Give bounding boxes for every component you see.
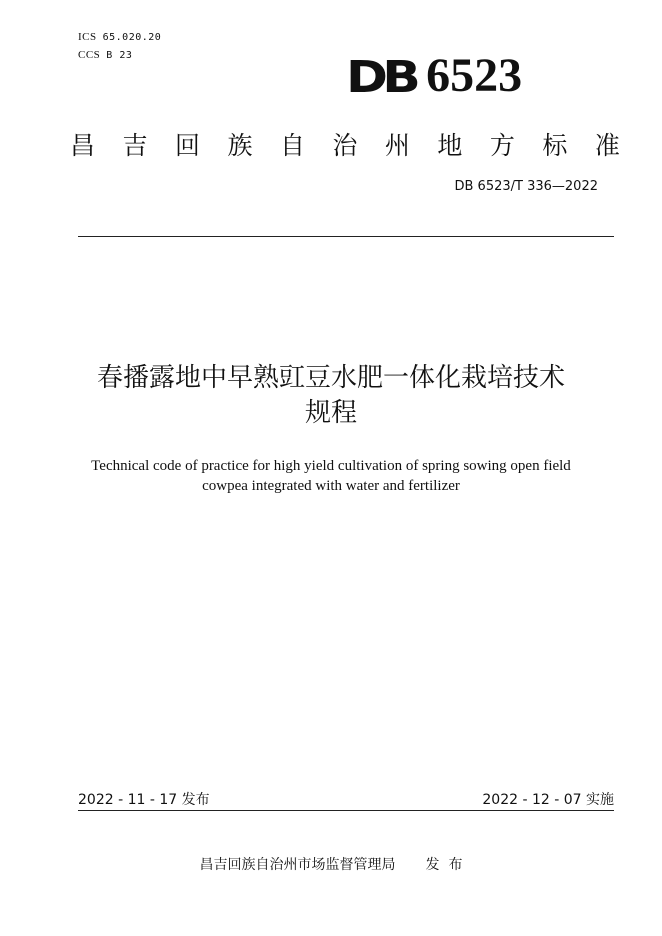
ccs-label: CCS bbox=[78, 49, 101, 61]
standard-type-char: 吉 bbox=[122, 131, 148, 160]
title-english-line1: Technical code of practice for high yield cultivation of spring sowing open field bbox=[91, 458, 571, 474]
standard-type-char: 方 bbox=[489, 131, 515, 160]
implement-date: 2022 - 12 - 07 实施 bbox=[482, 792, 614, 808]
db-logo-letters: DB bbox=[346, 52, 416, 103]
standard-type-char: 标 bbox=[542, 131, 568, 160]
standard-type-char: 治 bbox=[332, 131, 358, 160]
ccs-value: B 23 bbox=[106, 50, 133, 61]
issuer bbox=[0, 854, 662, 874]
ics-label: ICS bbox=[78, 31, 97, 43]
issuer-name: 昌吉回族自治州市场监督管理局 bbox=[199, 857, 396, 873]
db-logo-number: 6523 bbox=[426, 49, 523, 102]
standard-type-char: 族 bbox=[227, 131, 253, 160]
header-divider bbox=[78, 236, 614, 237]
standard-type-char: 地 bbox=[437, 131, 463, 160]
db-logo bbox=[346, 49, 523, 103]
ics-line bbox=[78, 31, 161, 43]
standard-type-char: 自 bbox=[279, 131, 305, 160]
issuer-action: 发 布 bbox=[425, 857, 463, 873]
title-chinese-line2: 规程 bbox=[304, 398, 357, 428]
standard-type-char: 回 bbox=[174, 131, 200, 160]
release-date: 2022 - 11 - 17 发布 bbox=[78, 792, 210, 808]
standard-type bbox=[70, 126, 620, 162]
standard-code: DB 6523/T 336—2022 bbox=[454, 179, 598, 194]
ics-value: 65.020.20 bbox=[102, 32, 162, 43]
standard-type-char: 州 bbox=[384, 131, 410, 160]
standard-type-char: 昌 bbox=[70, 131, 96, 160]
standard-type-char: 准 bbox=[594, 131, 620, 160]
ccs-line bbox=[78, 49, 132, 61]
footer-divider bbox=[78, 810, 614, 811]
title-english-line2: cowpea integrated with water and fertilizer bbox=[202, 478, 460, 494]
title-chinese-line1: 春播露地中早熟豇豆水肥一体化栽培技术 bbox=[96, 363, 565, 393]
